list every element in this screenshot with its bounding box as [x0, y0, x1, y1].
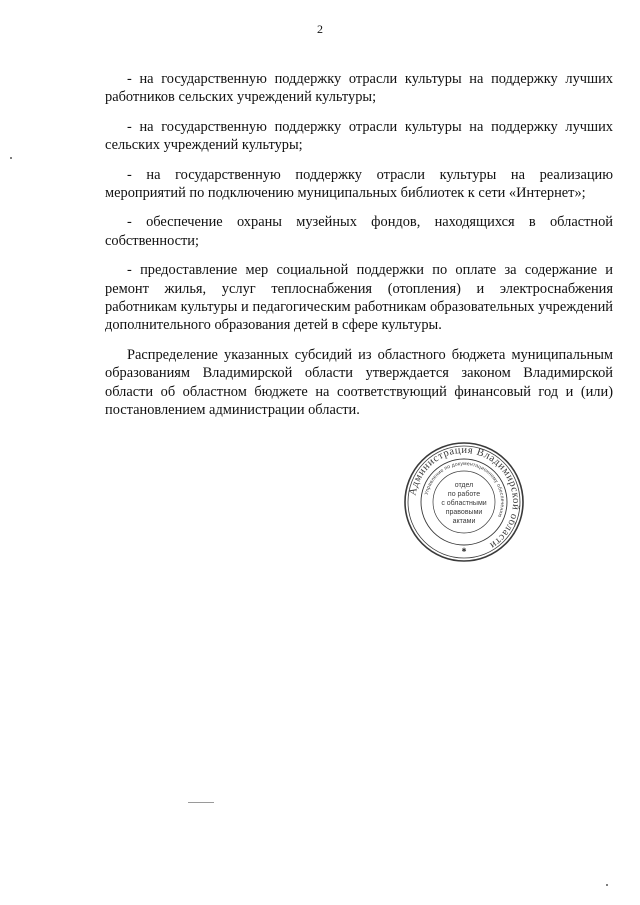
- page-number: 2: [317, 22, 323, 36]
- stamp-center-line-4: правовыми: [445, 509, 483, 516]
- stamp-center-line-3: с областными: [441, 500, 487, 507]
- stamp-seal: [402, 440, 526, 564]
- official-stamp: [402, 440, 526, 564]
- paragraph-museum-funds: - обеспечение охраны музейных фондов, находящихся в областной собственности;: [105, 214, 613, 249]
- document-body: [105, 70, 613, 431]
- scan-speck: [10, 157, 12, 159]
- stamp-star-icon: ✱: [461, 548, 467, 554]
- stamp-center-line-5: актами: [452, 518, 476, 525]
- paragraph-internet-libraries: - на государственную поддержку отрасли культуры на реализацию мероприятий по подключению муниципальных библиотек к сети «Интернет»;: [105, 166, 613, 202]
- stamp-inner-text: Управление по документационному обеспечению: [423, 460, 506, 519]
- stamp-center-line-2: по работе: [447, 491, 481, 498]
- scan-speck: [606, 884, 608, 886]
- stamp-center-line-1: отдел: [454, 482, 474, 489]
- paragraph-social-support: - предоставление мер социальной поддержки по оплате за содержание и ремонт жилья, услуг теплоснабжения (отопления) и электроснабжения работникам культуры и педагогическим работникам образовательных учреждений дополнительного образования детей в сфере культуры.: [105, 262, 613, 334]
- scan-line: [188, 802, 214, 803]
- paragraph-institution-support: - на государственную поддержку отрасли культуры на поддержку лучших сельских учреждений культуры;: [105, 118, 613, 154]
- paragraph-distribution: Распределение указанных субсидий из областного бюджета муниципальным образованиям Владимирской области утверждается законом Владимирской области об областном бюджете на соответствующий финансовый год и (или) постановлением администрации области.: [105, 346, 613, 419]
- paragraph-worker-support: - на государственную поддержку отрасли культуры на поддержку лучших работников сельских учреждений культуры;: [105, 71, 613, 106]
- stamp-outer-text: Администрация Владимирской области: [407, 444, 522, 551]
